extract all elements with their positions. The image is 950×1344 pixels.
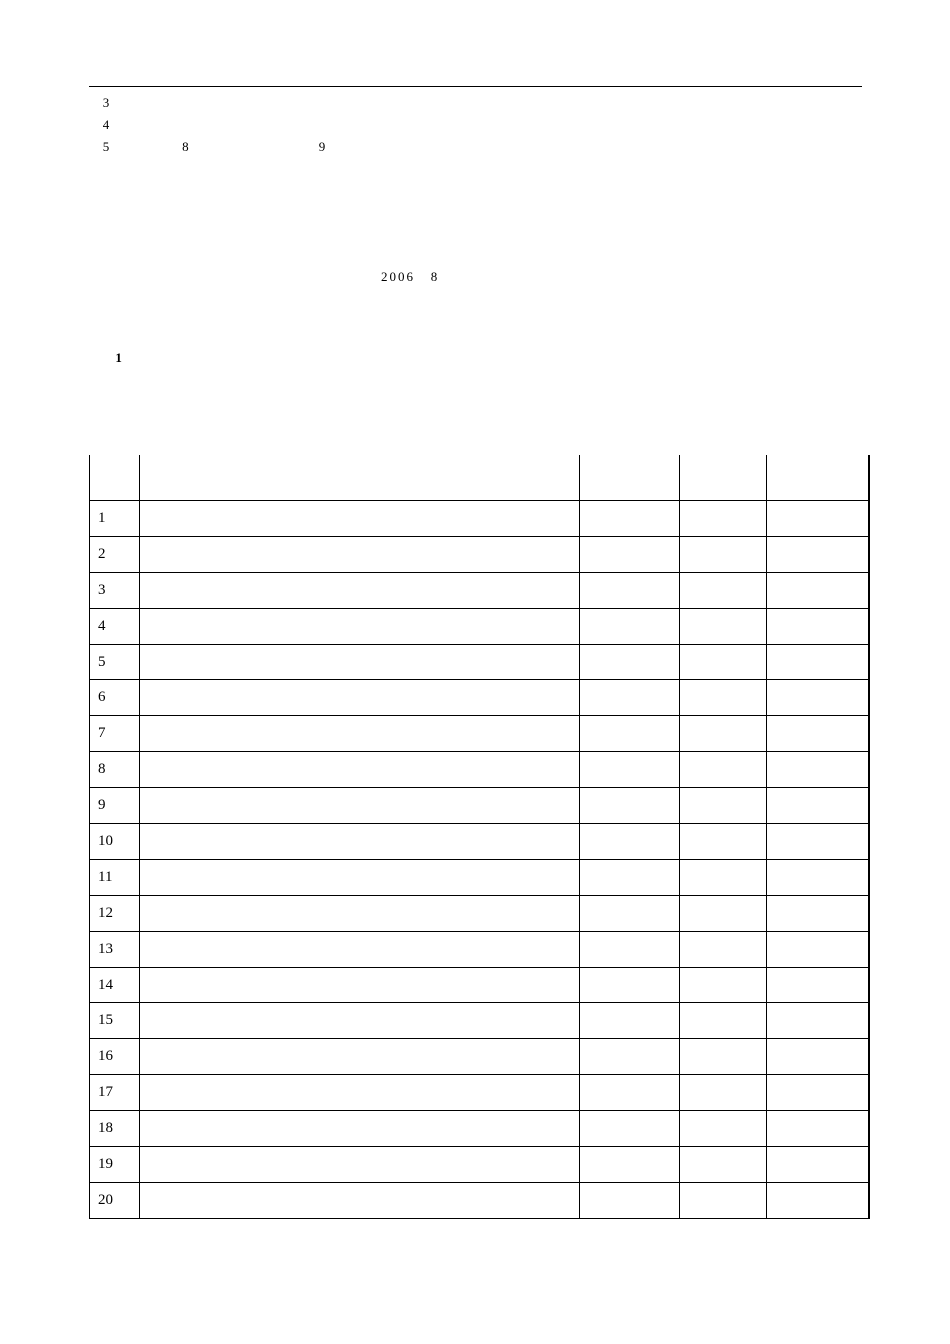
table-row bbox=[90, 716, 869, 752]
table-row bbox=[90, 572, 869, 608]
table-cell[interactable] bbox=[767, 501, 869, 537]
table-cell[interactable] bbox=[767, 1039, 869, 1075]
table-cell[interactable] bbox=[580, 608, 680, 644]
attachment-title bbox=[125, 350, 182, 365]
table-cell[interactable] bbox=[767, 644, 869, 680]
table-row bbox=[90, 1147, 869, 1183]
table-cell[interactable] bbox=[580, 1039, 680, 1075]
table-cell[interactable] bbox=[767, 608, 869, 644]
table-cell[interactable] bbox=[140, 859, 580, 895]
table-cell[interactable] bbox=[680, 967, 767, 1003]
table-cell[interactable] bbox=[680, 501, 767, 537]
table-cell[interactable] bbox=[767, 895, 869, 931]
table-cell[interactable] bbox=[580, 501, 680, 537]
table-row bbox=[90, 501, 869, 537]
table-cell[interactable] bbox=[680, 644, 767, 680]
column-header-status bbox=[680, 455, 767, 501]
attachment-prefix bbox=[90, 350, 96, 365]
table-cell[interactable] bbox=[767, 752, 869, 788]
table-cell[interactable] bbox=[767, 824, 869, 860]
form-header-date-label bbox=[592, 438, 622, 453]
row-number-cell: 3 bbox=[90, 572, 140, 608]
table-cell[interactable] bbox=[580, 644, 680, 680]
attachment-number: 1 bbox=[115, 350, 126, 365]
signature-line-2 bbox=[90, 291, 192, 307]
table-cell[interactable] bbox=[680, 824, 767, 860]
table-row bbox=[90, 1003, 869, 1039]
table-cell[interactable] bbox=[767, 536, 869, 572]
table-cell[interactable] bbox=[140, 1111, 580, 1147]
form-header-field bbox=[357, 438, 375, 453]
table-cell[interactable] bbox=[140, 824, 580, 860]
column-header-index bbox=[90, 455, 140, 501]
table-cell[interactable] bbox=[140, 752, 580, 788]
row-number-cell: 4 bbox=[90, 608, 140, 644]
table-row bbox=[90, 931, 869, 967]
table-cell[interactable] bbox=[140, 895, 580, 931]
table-row bbox=[90, 1182, 869, 1218]
row-number-cell: 12 bbox=[90, 895, 140, 931]
row-number-cell: 7 bbox=[90, 716, 140, 752]
table-cell[interactable] bbox=[767, 680, 869, 716]
table-cell[interactable] bbox=[580, 895, 680, 931]
row-number-cell: 13 bbox=[90, 931, 140, 967]
table-cell[interactable] bbox=[767, 967, 869, 1003]
row-number-cell: 6 bbox=[90, 680, 140, 716]
row-number-cell: 19 bbox=[90, 1147, 140, 1183]
table-row bbox=[90, 1039, 869, 1075]
column-header-remark bbox=[767, 455, 869, 501]
table-cell[interactable] bbox=[580, 572, 680, 608]
table-cell[interactable] bbox=[680, 1111, 767, 1147]
table-cell[interactable] bbox=[140, 1147, 580, 1183]
table-cell[interactable] bbox=[580, 1075, 680, 1111]
table-cell[interactable] bbox=[767, 572, 869, 608]
row-number-cell: 9 bbox=[90, 788, 140, 824]
table-cell[interactable] bbox=[680, 752, 767, 788]
table-row bbox=[90, 1075, 869, 1111]
table-cell[interactable] bbox=[580, 716, 680, 752]
table-cell[interactable] bbox=[580, 859, 680, 895]
table-cell[interactable] bbox=[580, 824, 680, 860]
table-row bbox=[90, 895, 869, 931]
table-cell[interactable] bbox=[767, 1075, 869, 1111]
table-cell[interactable] bbox=[580, 536, 680, 572]
table-row bbox=[90, 1111, 869, 1147]
table-cell[interactable] bbox=[140, 967, 580, 1003]
text-line-4: 4 bbox=[90, 117, 360, 132]
row-number-cell: 2 bbox=[90, 536, 140, 572]
table-cell[interactable] bbox=[680, 536, 767, 572]
row-number-cell: 14 bbox=[90, 967, 140, 1003]
table-cell[interactable] bbox=[680, 859, 767, 895]
table-cell[interactable] bbox=[140, 572, 580, 608]
signature-line-1 bbox=[90, 269, 192, 285]
table-cell[interactable] bbox=[140, 536, 580, 572]
column-header-type bbox=[580, 455, 680, 501]
row-number-cell: 15 bbox=[90, 1003, 140, 1039]
text-line-5: 5 8 9 bbox=[90, 139, 342, 154]
table-cell[interactable] bbox=[767, 1003, 869, 1039]
table-row bbox=[90, 644, 869, 680]
table-cell[interactable] bbox=[580, 1111, 680, 1147]
form-title bbox=[263, 390, 415, 406]
document-date: 2006 8 bbox=[381, 269, 461, 284]
table-cell[interactable] bbox=[767, 1147, 869, 1183]
row-number-cell: 20 bbox=[90, 1182, 140, 1218]
table-cell[interactable] bbox=[140, 1039, 580, 1075]
attachment-label bbox=[90, 350, 182, 366]
header-rule bbox=[89, 86, 862, 87]
table-cell[interactable] bbox=[580, 1182, 680, 1218]
row-number-cell: 5 bbox=[90, 644, 140, 680]
registration-table bbox=[89, 455, 870, 1219]
table-cell[interactable] bbox=[140, 608, 580, 644]
table-row bbox=[90, 859, 869, 895]
table-cell[interactable] bbox=[680, 1147, 767, 1183]
table-row bbox=[90, 752, 869, 788]
row-number-cell: 17 bbox=[90, 1075, 140, 1111]
row-number-cell: 8 bbox=[90, 752, 140, 788]
text-paragraph-line-3 bbox=[90, 247, 96, 263]
table-cell[interactable] bbox=[680, 931, 767, 967]
table-cell[interactable] bbox=[140, 931, 580, 967]
table-row bbox=[90, 967, 869, 1003]
table-cell[interactable] bbox=[140, 644, 580, 680]
table-cell[interactable] bbox=[767, 1182, 869, 1218]
table-cell[interactable] bbox=[580, 752, 680, 788]
text-paragraph-line-2 bbox=[90, 225, 395, 241]
table-cell[interactable] bbox=[580, 1147, 680, 1183]
table-row bbox=[90, 824, 869, 860]
row-number-cell: 1 bbox=[90, 501, 140, 537]
table-row bbox=[90, 680, 869, 716]
table-cell[interactable] bbox=[140, 716, 580, 752]
table-cell[interactable] bbox=[140, 501, 580, 537]
table-cell[interactable] bbox=[680, 572, 767, 608]
table-cell[interactable] bbox=[680, 1075, 767, 1111]
table-cell[interactable] bbox=[140, 1003, 580, 1039]
table-row bbox=[90, 608, 869, 644]
table-cell[interactable] bbox=[580, 931, 680, 967]
table-cell[interactable] bbox=[767, 859, 869, 895]
table-row bbox=[90, 536, 869, 572]
table-cell[interactable] bbox=[767, 1111, 869, 1147]
row-number-cell: 11 bbox=[90, 859, 140, 895]
table-cell[interactable] bbox=[580, 967, 680, 1003]
row-number-cell: 18 bbox=[90, 1111, 140, 1147]
text-line-3: 3 bbox=[90, 95, 329, 110]
table-cell[interactable] bbox=[680, 1003, 767, 1039]
table-cell[interactable] bbox=[580, 1003, 680, 1039]
text-line-heading bbox=[90, 181, 122, 197]
table-row bbox=[90, 788, 869, 824]
table-cell[interactable] bbox=[580, 680, 680, 716]
table-cell[interactable] bbox=[680, 1182, 767, 1218]
table-cell[interactable] bbox=[140, 1182, 580, 1218]
table-cell[interactable] bbox=[580, 788, 680, 824]
text-paragraph-line-1 bbox=[90, 204, 395, 220]
text-line-5-cont bbox=[90, 160, 185, 176]
form-header-unit-label bbox=[90, 438, 102, 453]
table-cell[interactable] bbox=[767, 716, 869, 752]
row-number-cell: 10 bbox=[90, 824, 140, 860]
column-header-name bbox=[140, 455, 580, 501]
table-cell[interactable] bbox=[680, 1039, 767, 1075]
table-cell[interactable] bbox=[140, 1075, 580, 1111]
table-cell[interactable] bbox=[767, 931, 869, 967]
table-cell[interactable] bbox=[680, 895, 767, 931]
table-cell[interactable] bbox=[140, 788, 580, 824]
table-cell[interactable] bbox=[767, 788, 869, 824]
table-cell[interactable] bbox=[140, 680, 580, 716]
table-cell[interactable] bbox=[680, 788, 767, 824]
table-cell[interactable] bbox=[680, 716, 767, 752]
table-header-row bbox=[90, 455, 869, 501]
table-cell[interactable] bbox=[680, 608, 767, 644]
row-number-cell: 16 bbox=[90, 1039, 140, 1075]
table-cell[interactable] bbox=[680, 680, 767, 716]
